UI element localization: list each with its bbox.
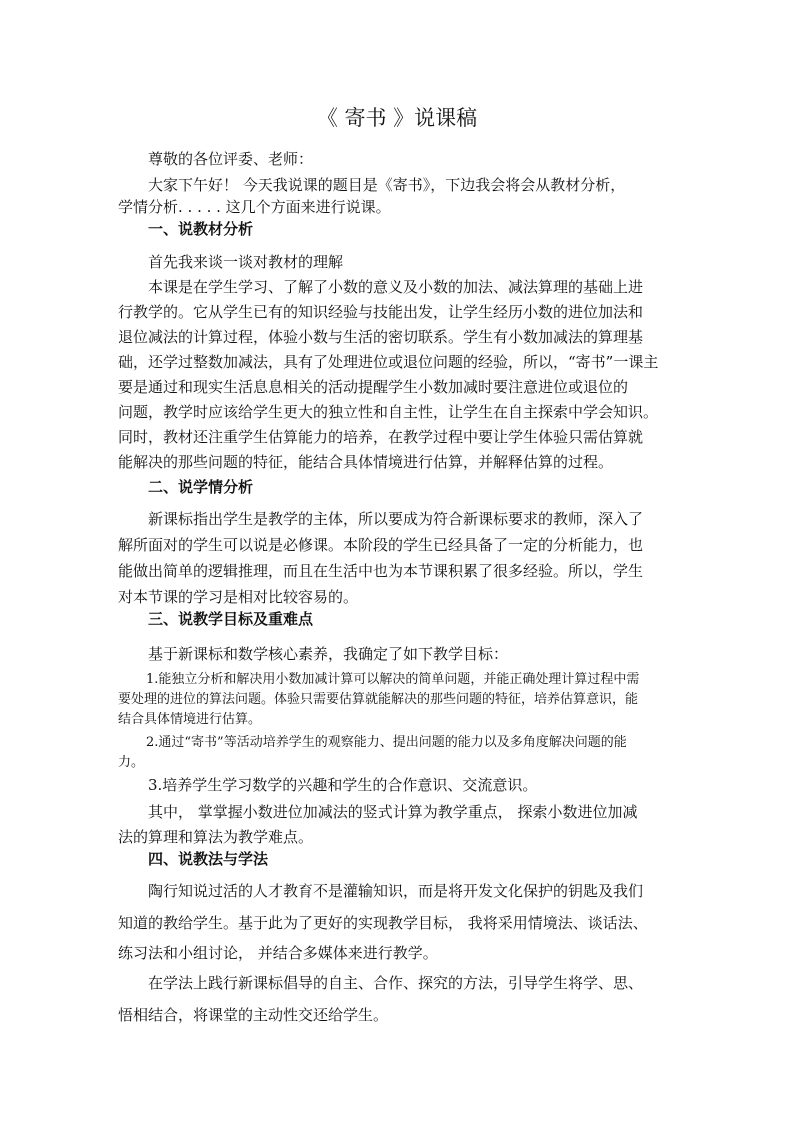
section1-line: 问题，教学时应该给学生更大的独立性和自主性，让学生在自主探索中学会知识。 (118, 403, 659, 421)
intro-line-2: 学情分析. . . . . 这几个方面来进行说课。 (118, 198, 391, 216)
section1-line: 行教学的。它从学生已有的知识经验与技能出发，让学生经历小数的进位加法和 (118, 303, 644, 321)
section2-heading: 二、说学情分析 (148, 478, 254, 496)
greeting: 尊敬的各位评委、老师： (148, 150, 314, 168)
key-line: 其中， 掌掌握小数进位加减法的竖式计算为教学重点， 探索小数进位加减 (148, 803, 638, 821)
key-line: 法的算理和算法为教学难点。 (118, 828, 314, 846)
section4-heading: 四、说教法与学法 (148, 850, 269, 868)
goal2-line: 2.通过“寄书”等活动培养学生的观察能力、提出问题的能力以及多角度解决问题的能 (146, 735, 627, 750)
section1-line: 本课是在学生学习、了解了小数的意义及小数的加法、减法算理的基础上进 (148, 278, 644, 296)
section2-line: 解所面对的学生可以说是必修课。本阶段的学生已经具备了一定的分析能力，也 (118, 536, 644, 554)
section2-line: 能做出简单的逻辑推理，而且在生活中也为本节课积累了很多经验。所以，学生 (118, 562, 644, 580)
section4-p1-line: 练习法和小组讨论， 并结合多媒体来进行教学。 (118, 944, 438, 962)
section1-line: 退位减法的计算过程，体验小数与生活的密切联系。学生有小数加减法的算理基 (118, 328, 644, 346)
section4-p1-line: 陶行知说过活的人才教育不是灌输知识，而是将开发文化保护的钥匙及我们 (148, 882, 644, 900)
section3-lead: 基于新课标和数学核心素养，我确定了如下教学目标： (148, 645, 509, 663)
document-title: 《 寄书 》说课稿 (316, 106, 478, 130)
section1-line: 同时，教材还注重学生估算能力的培养，在教学过程中要让学生体验只需估算就 (118, 428, 644, 446)
section4-p2-line: 在学法上践行新课标倡导的自主、合作、探究的方法，引导学生将学、思、 (148, 974, 644, 992)
goal3-line: 3.培养学生学习数学的兴趣和学生的合作意识、交流意识。 (148, 776, 538, 794)
section1-line: 要是通过和现实生活息息相关的活动提醒学生小数加减时要注意进位或退位的 (118, 378, 629, 396)
goal1-line: 要处理的进位的算法问题。体验只需要估算就能解决的那些问题的特征，培养估算意识，能 (118, 692, 639, 707)
section1-heading: 一、说教材分析 (148, 220, 254, 238)
intro-line-1: 大家下午好！ 今天我说课的题目是《寄书》，下边我会将会从教材分析， (148, 176, 626, 194)
section3-heading: 三、说教学目标及重难点 (148, 610, 314, 628)
section1-line: 能解决的那些问题的特征，能结合具体情境进行估算，并解释估算的过程。 (118, 453, 614, 471)
section4-p2-line: 悟相结合，将课堂的主动性交还给学生。 (118, 1006, 389, 1024)
section2-line: 对本节课的学习是相对比较容易的。 (118, 588, 359, 606)
section4-p1-line: 知道的教给学生。基于此为了更好的实现教学目标， 我将采用情境法、谈话法、 (118, 914, 648, 932)
section1-line: 础，还学过整数加减法，具有了处理进位或退位问题的经验，所以，“寄书”一课主 (118, 353, 659, 371)
section2-line: 新课标指出学生是教学的主体，所以要成为符合新课标要求的教师，深入了 (148, 510, 644, 528)
section1-lead: 首先我来谈一谈对教材的理解 (148, 253, 344, 271)
goal2-line: 力。 (118, 755, 145, 770)
goal1-line: 结合具体情境进行估算。 (118, 712, 262, 727)
goal1-line: 1.能独立分析和解决用小数加减计算可以解决的简单问题，并能正确处理计算过程中需 (146, 672, 640, 687)
